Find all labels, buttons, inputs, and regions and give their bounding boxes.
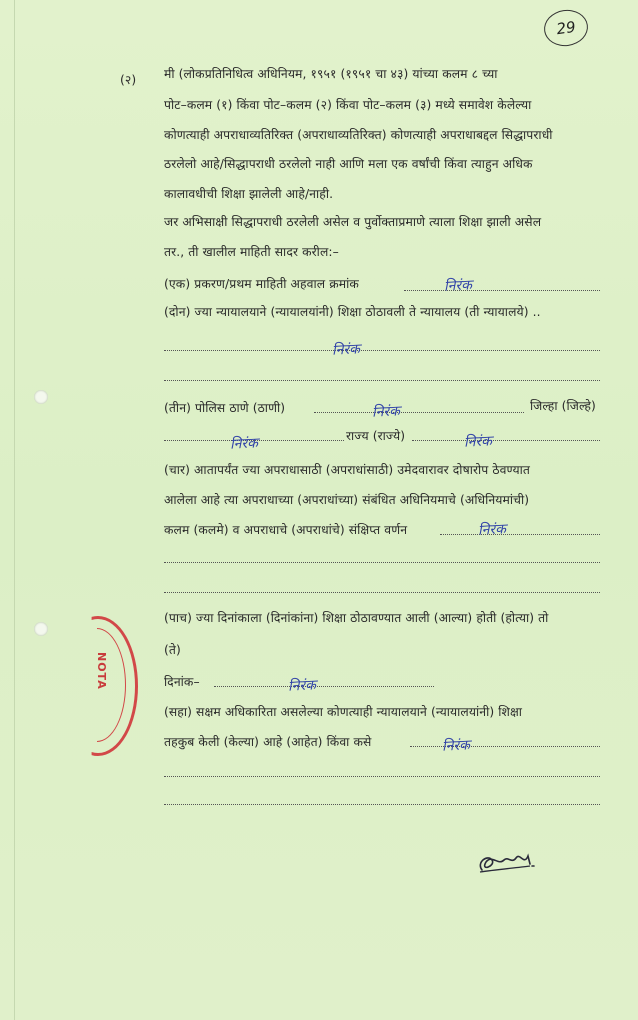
fill-line	[404, 290, 600, 291]
fill-line	[164, 804, 600, 805]
text-line: पोट–कलम (१) किंवा पोट–कलम (२) किंवा पोट–कलम (३) मध्ये समावेश केलेल्या	[164, 98, 532, 112]
handwritten-nil: निरंक	[463, 433, 493, 451]
fill-line	[214, 686, 434, 687]
text-line: जर अभिसाक्षी सिद्धापराधी ठरलेली असेल व पुर्वोक्ताप्रमाणे त्याला शिक्षा झाली असेल	[164, 215, 542, 229]
handwritten-nil: निरंक	[287, 677, 317, 695]
handwritten-nil: निरंक	[229, 435, 259, 453]
handwritten-nil: निरंक	[371, 403, 401, 421]
section-number: (२)	[120, 73, 137, 87]
fill-line	[412, 440, 600, 441]
item-three-label: (तीन) पोलिस ठाणे (ठाणी)	[164, 401, 286, 415]
fill-line	[440, 534, 600, 535]
text-line: आलेला आहे त्या अपराधाच्या (अपराधांच्या) संबंधित अधिनियमाचे (अधिनियमांची)	[164, 493, 530, 507]
fill-line	[164, 380, 600, 381]
page-edge	[14, 0, 15, 1020]
date-label: दिनांक–	[164, 675, 200, 689]
stamp-text: NOTA	[95, 652, 108, 690]
state-label: राज्य (राज्ये)	[346, 429, 406, 443]
item-two-label: (दोन) ज्या न्यायालयाने (न्यायालयांनी) शिक्षा ठोठावली ते न्यायालय (ती न्यायालये) ..	[164, 305, 541, 319]
item-four-label: (चार) आतापर्यंत ज्या अपराधासाठी (अपराधांसाठी) उमेदवारावर दोषारोप ठेवण्यात	[164, 463, 531, 477]
item-one-label: (एक) प्रकरण/प्रथम माहिती अहवाल क्रमांक	[164, 277, 359, 291]
handwritten-nil: निरंक	[331, 341, 361, 359]
fill-line	[164, 562, 600, 563]
handwritten-nil: निरंक	[443, 277, 473, 295]
text-line: (ते)	[164, 643, 181, 657]
text-line: तहकुब केली (केल्या) आहे (आहेत) किंवा कसे	[164, 735, 372, 749]
text-line: मी (लोकप्रतिनिधित्व अधिनियम, १९५१ (१९५१ चा ४३) यांच्या कलम ८ च्या	[164, 67, 498, 81]
fill-line	[410, 746, 600, 747]
item-five-label: (पाच) ज्या दिनांकाला (दिनांकांना) शिक्षा ठोठावण्यात आली (आल्या) होती (होत्या) तो	[164, 611, 549, 625]
punch-hole	[34, 390, 48, 404]
handwritten-nil: निरंक	[477, 521, 507, 539]
fill-line	[164, 592, 600, 593]
text-line: कलम (कलमे) व अपराधाचे (अपराधांचे) संक्षिप्त वर्णन	[164, 523, 408, 537]
signature	[474, 840, 544, 876]
page-number: 29	[542, 7, 591, 49]
district-label: जिल्हा (जिल्हे)	[530, 399, 596, 413]
fill-line	[164, 350, 600, 351]
text-line: तर., ती खालील माहिती सादर करील:–	[164, 245, 339, 259]
item-six-label: (सहा) सक्षम अधिकारिता असलेल्या कोणत्याही न्यायालयाने (न्यायालयांनी) शिक्षा	[164, 705, 523, 719]
text-line: कोणत्याही अपराधाव्यतिरिक्त (अपराधाव्यतिरिक्त) कोणत्याही अपराधाबद्दल सिद्धापराधी	[164, 128, 553, 142]
handwritten-nil: निरंक	[441, 737, 471, 755]
text-line: कालावधीची शिक्षा झालेली आहे/नाही.	[164, 187, 334, 201]
text-line: ठरलेलो आहे/सिद्धापराधी ठरलेलो नाही आणि मला एक वर्षांची किंवा त्याहुन अधिक	[164, 157, 533, 171]
fill-line	[164, 776, 600, 777]
punch-hole	[34, 622, 48, 636]
fill-line	[314, 412, 524, 413]
